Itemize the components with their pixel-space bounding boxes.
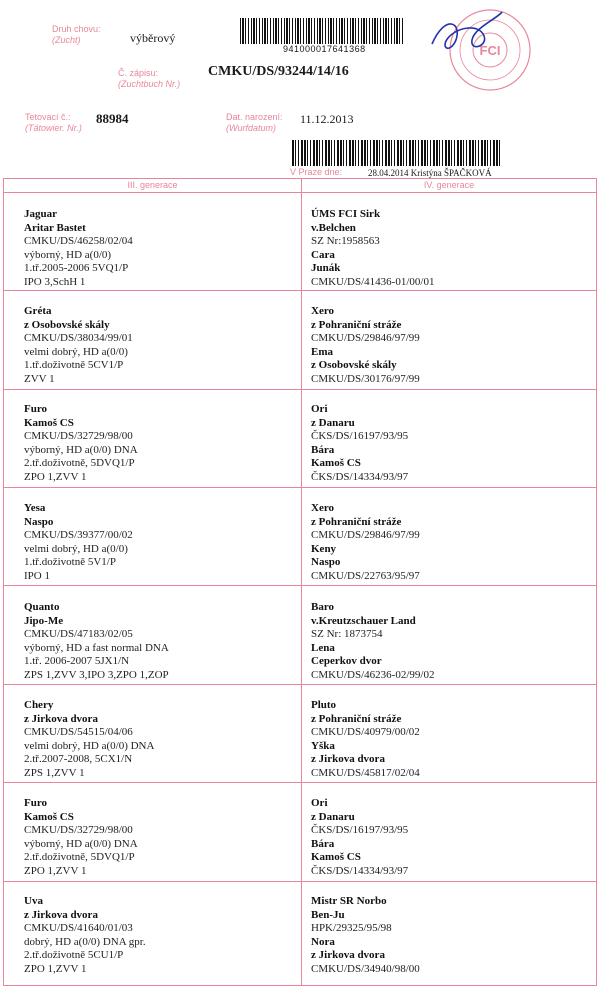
- ancestor-entry-iv-2: Xero z Pohraniční stráže CMKU/DS/29846/97/99 Ema z Osobovské skály CMKU/DS/30176/97/99: [311, 305, 420, 385]
- ancestor-entry-iii-6: Chery z Jirkova dvora CMKU/DS/54515/04/06 velmi dobrý, HD a(0/0) DNA 2.tř.2007-2008, 5CX1/N ZPS 1,ZVV 1: [24, 699, 155, 779]
- pedigree-grid: [3, 178, 597, 986]
- header-divider: [4, 192, 596, 193]
- ancestor-entry-iv-1: ÚMS FCI Sirk v.Belchen SZ Nr:1958563 Cara Junák CMKU/DS/41436-01/00/01: [311, 208, 435, 288]
- issued-label: V Praze dne:: [290, 167, 343, 177]
- row-divider: [4, 487, 596, 488]
- ancestor-entry-iv-7: Ori z Danaru ČKS/DS/16197/93/95 Bára Kamoš CS ČKS/DS/14334/93/97: [311, 797, 409, 877]
- issued-value: 28.04.2014 Kristýna ŠPAČKOVÁ: [368, 168, 492, 178]
- column-divider: [301, 179, 302, 985]
- barcode-top: [240, 18, 405, 44]
- barcode-number: 941000017641368: [283, 44, 366, 54]
- ancestor-entry-iii-4: Yesa Naspo CMKU/DS/39377/00/02 velmi dobrý, HD a(0/0) 1.tř.doživotně 5V1/P IPO 1: [24, 502, 133, 582]
- row-divider: [4, 684, 596, 685]
- seal-text: FCI: [479, 43, 501, 58]
- ancestor-entry-iii-2: Gréta z Osobovské skály CMKU/DS/38034/99/01 velmi dobrý, HD a(0/0) 1.tř.doživotně 5CV1/P ZVV 1: [24, 305, 133, 385]
- ancestor-entry-iii-7: Furo Kamoš CS CMKU/DS/32729/98/00 výborný, HD a(0/0) DNA 2.tř.doživotně, 5DVQ1/P ZPO 1,ZVV 1: [24, 797, 138, 877]
- third-generation-header: III. generace: [127, 180, 178, 190]
- fci-seal-stamp: [410, 4, 534, 96]
- ancestor-entry-iv-4: Xero z Pohraniční stráže CMKU/DS/29846/97/99 Keny Naspo CMKU/DS/22763/95/97: [311, 502, 420, 582]
- ancestor-entry-iii-1: Jaguar Aritar Bastet CMKU/DS/46258/02/04 výborný, HD a(0/0) 1.tř.2005-2006 5VQ1/P IPO 3,SchH 1: [24, 208, 133, 288]
- ancestor-entry-iii-8: Uva z Jirkova dvora CMKU/DS/41640/01/03 dobrý, HD a(0/0) DNA gpr. 2.tř.doživotně 5CU1/P ZPO 1,ZVV 1: [24, 895, 146, 975]
- birth-date-label: Dat. narození: (Wurfdatum): [226, 112, 283, 133]
- ancestor-entry-iii-3: Furo Kamoš CS CMKU/DS/32729/98/00 výborný, HD a(0/0) DNA 2.tř.doživotně, 5DVQ1/P ZPO 1,ZVV 1: [24, 403, 138, 483]
- breed-type-value: výběrový: [130, 31, 176, 45]
- ancestor-entry-iv-8: Mistr SR Norbo Ben-Ju HPK/29325/95/98 Nora z Jirkova dvora CMKU/DS/34940/98/00: [311, 895, 420, 975]
- row-divider: [4, 881, 596, 882]
- tattoo-value: 88984: [96, 111, 129, 126]
- barcode-bottom: [292, 140, 500, 166]
- studbook-value: CMKU/DS/93244/14/16: [208, 64, 349, 79]
- ancestor-entry-iii-5: Quanto Jipo-Me CMKU/DS/47183/02/05 výborný, HD a fast normal DNA 1.tř. 2006-2007 5JX1/N ZPS 1,ZVV 3,IPO 3,ZPO 1,ZOP: [24, 601, 169, 681]
- studbook-label: Č. zápisu: (Zuchtbuch Nr.): [118, 68, 181, 89]
- birth-date-value: 11.12.2013: [300, 112, 354, 126]
- row-divider: [4, 389, 596, 390]
- ancestor-entry-iv-6: Pluto z Pohraniční stráže CMKU/DS/40979/00/02 Yška z Jirkova dvora CMKU/DS/45817/02/04: [311, 699, 420, 779]
- tattoo-label: Tetovací č.: (Tätowier. Nr.): [25, 112, 82, 133]
- row-divider: [4, 585, 596, 586]
- row-divider: [4, 290, 596, 291]
- ancestor-entry-iv-3: Ori z Danaru ČKS/DS/16197/93/95 Bára Kamoš CS ČKS/DS/14334/93/97: [311, 403, 409, 483]
- fourth-generation-header: IV. generace: [423, 180, 475, 190]
- row-divider: [4, 782, 596, 783]
- ancestor-entry-iv-5: Baro v.Kreutzschauer Land SZ Nr: 1873754 Lena Ceperkov dvor CMKU/DS/46236-02/99/02: [311, 601, 435, 681]
- breed-type-label: Druh chovu: (Zucht): [52, 24, 101, 45]
